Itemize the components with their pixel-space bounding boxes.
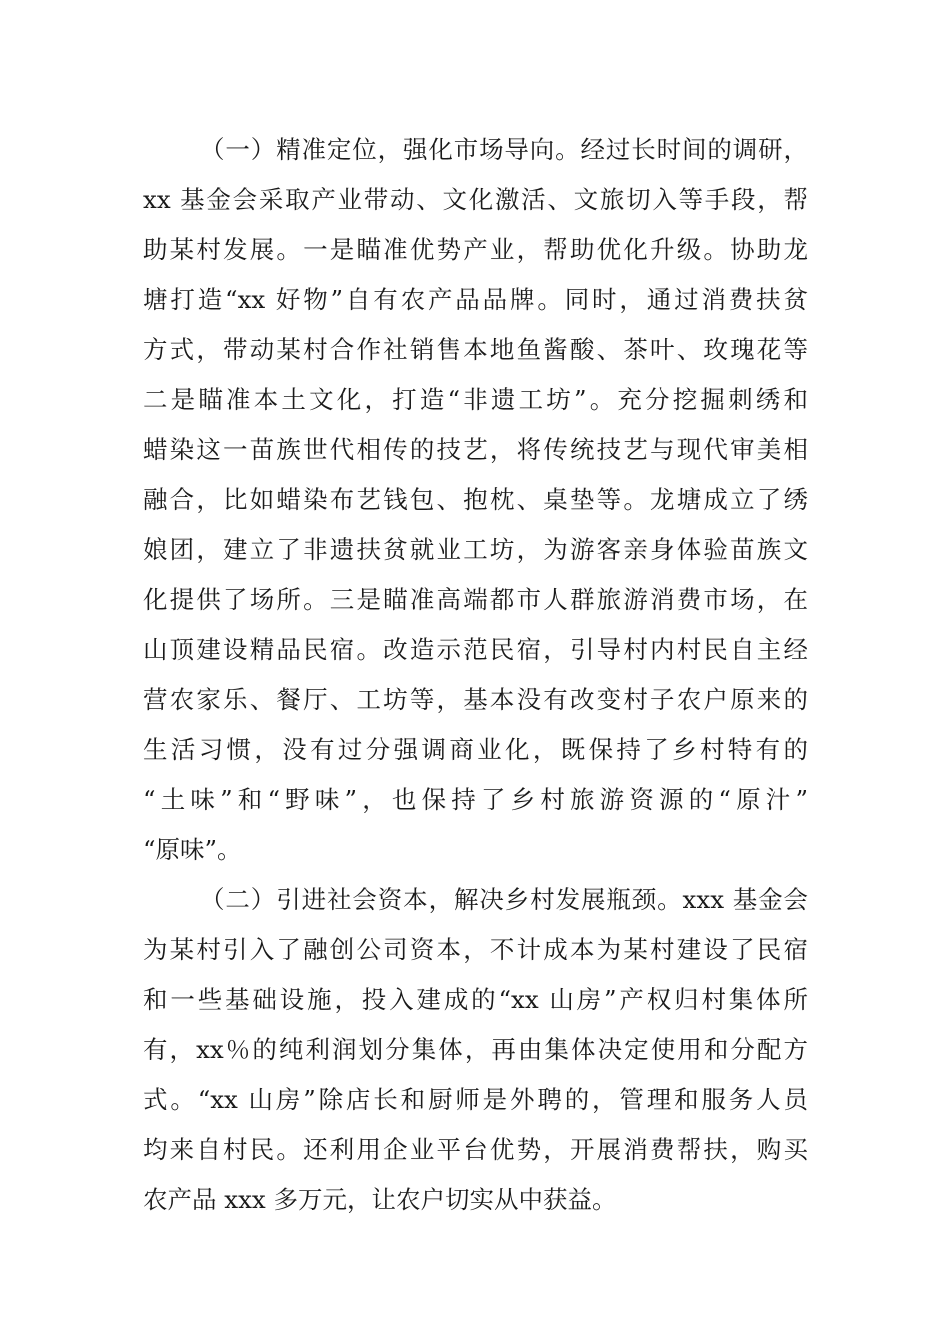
paragraph-2-line-2: 为某村引入了融创公司资本，不计成本为某村建设了民宿 <box>143 935 808 964</box>
paragraph-1-line-12: 营农家乐、餐厅、工坊等，基本没有改变村子农户原来的 <box>143 685 808 714</box>
paragraph-2-line-3: 和一些基础设施，投入建成的“xx 山房”产权归村集体所 <box>143 985 808 1014</box>
paragraph-1-line-8: 融合，比如蜡染布艺钱包、抱枕、桌垫等。龙塘成立了绣 <box>143 485 808 514</box>
paragraph-1-line-7: 蜡染这一苗族世代相传的技艺，将传统技艺与现代审美相 <box>143 435 808 464</box>
paragraph-1-line-2: xx 基金会采取产业带动、文化激活、文旅切入等手段，帮 <box>143 185 808 214</box>
paragraph-1-line-14: “土味”和“野味”，也保持了乡村旅游资源的“原汁” <box>143 785 808 814</box>
paragraph-1-line-11: 山顶建设精品民宿。改造示范民宿，引导村内村民自主经 <box>143 635 808 664</box>
paragraph-1-line-15: “原味”。 <box>143 835 242 864</box>
paragraph-2-line-7: 农产品 xxx 多万元，让农户切实从中获益。 <box>143 1185 617 1214</box>
paragraph-2-line-5: 式。“xx 山房”除店长和厨师是外聘的，管理和服务人员 <box>143 1085 808 1114</box>
paragraph-1-line-9: 娘团，建立了非遗扶贫就业工坊，为游客亲身体验苗族文 <box>143 535 808 564</box>
paragraph-1-line-6: 二是瞄准本土文化，打造“非遗工坊”。充分挖掘刺绣和 <box>143 385 808 414</box>
paragraph-2-line-4: 有，xx％的纯利润划分集体，再由集体决定使用和分配方 <box>143 1035 808 1064</box>
paragraph-2-line-6: 均来自村民。还利用企业平台优势，开展消费帮扶，购买 <box>143 1135 808 1164</box>
paragraph-1-line-1: （一）精准定位，强化市场导向。经过长时间的调研， <box>200 135 808 164</box>
paragraph-2-line-1: （二）引进社会资本，解决乡村发展瓶颈。xxx 基金会 <box>200 885 808 914</box>
paragraph-1-line-4: 塘打造“xx 好物”自有农产品品牌。同时，通过消费扶贫 <box>143 285 808 314</box>
paragraph-1-line-10: 化提供了场所。三是瞄准高端都市人群旅游消费市场，在 <box>143 585 808 614</box>
paragraph-1-line-3: 助某村发展。一是瞄准优势产业，帮助优化升级。协助龙 <box>143 235 808 264</box>
paragraph-1-line-5: 方式，带动某村合作社销售本地鱼酱酸、茶叶、玫瑰花等 <box>143 335 808 364</box>
paragraph-1-line-13: 生活习惯，没有过分强调商业化，既保持了乡村特有的 <box>143 735 808 764</box>
